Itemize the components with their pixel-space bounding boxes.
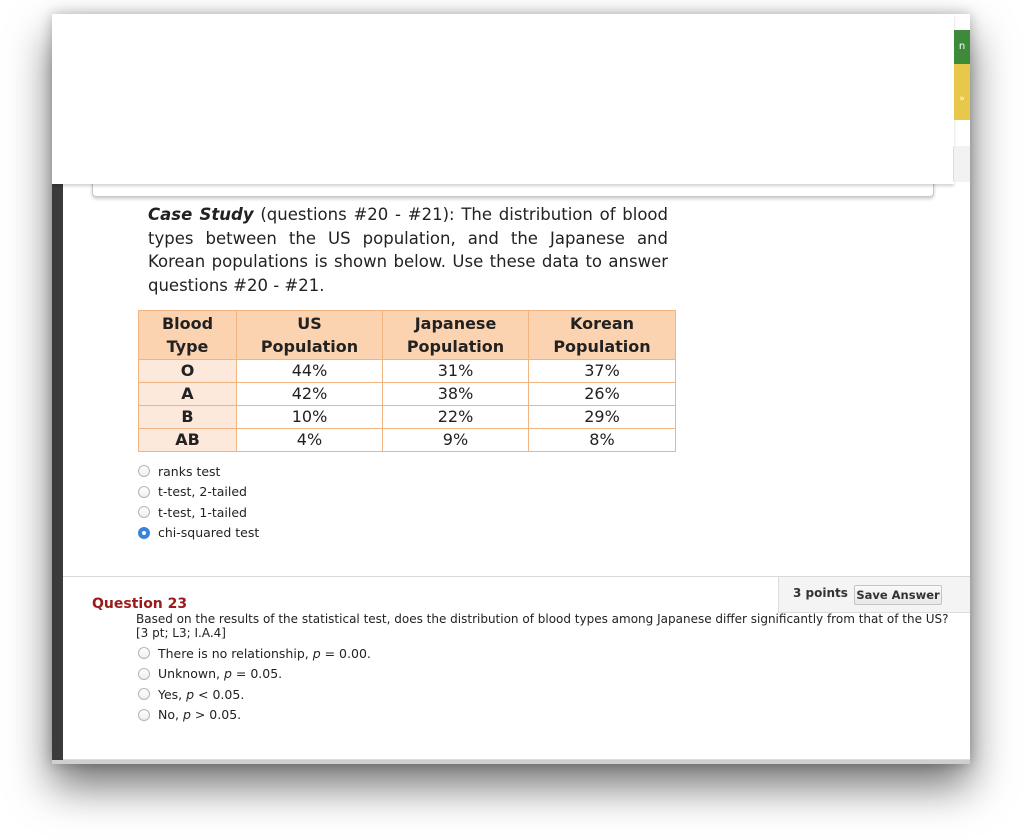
option-label: There is no relationship, p = 0.00. bbox=[158, 645, 371, 661]
option-label: No, p > 0.05. bbox=[158, 707, 242, 723]
table-row bbox=[139, 383, 676, 406]
header-blood-type: Blood Type bbox=[139, 311, 237, 360]
q23-option-unknown[interactable] bbox=[138, 664, 371, 685]
radio-button[interactable] bbox=[138, 486, 150, 498]
side-tab-yellow[interactable] bbox=[954, 64, 970, 120]
bottom-edge bbox=[52, 760, 970, 764]
table-cell: 4% bbox=[237, 429, 383, 452]
option-label: t-test, 1-tailed bbox=[158, 504, 247, 520]
table-cell: 26% bbox=[529, 383, 676, 406]
table-cell: AB bbox=[139, 429, 237, 452]
radio-button[interactable] bbox=[138, 688, 150, 700]
table-cell: B bbox=[139, 406, 237, 429]
table-cell: A bbox=[139, 383, 237, 406]
case-study-body: (questions #20 - #21): The distribution of blood types between the US population, and the Japanese and Korean populations is shown below. Use these data to answer questions #20 - #21. bbox=[148, 205, 668, 295]
header-us-population: US Population bbox=[237, 311, 383, 360]
option-label: Yes, p < 0.05. bbox=[158, 686, 245, 702]
header-korean-population: Korean Population bbox=[529, 311, 676, 360]
table-header-row bbox=[139, 311, 676, 360]
table-row bbox=[139, 406, 676, 429]
q22-option-t-test-2-tailed[interactable] bbox=[138, 482, 259, 503]
option-label: ranks test bbox=[158, 463, 221, 479]
question-code: [3 pt; L3; I.A.4] bbox=[136, 626, 226, 640]
save-answer-button[interactable]: Save Answer bbox=[854, 585, 942, 605]
left-rail bbox=[52, 184, 63, 764]
option-label: t-test, 2-tailed bbox=[158, 484, 247, 500]
radio-button[interactable] bbox=[138, 647, 150, 659]
question-points: 3 points bbox=[793, 586, 848, 600]
browser-window bbox=[52, 14, 970, 764]
q23-option-yes[interactable] bbox=[138, 684, 371, 705]
table-cell: 22% bbox=[383, 406, 529, 429]
table-cell: 10% bbox=[237, 406, 383, 429]
case-study-lead: Case Study bbox=[148, 205, 254, 224]
table-cell: 37% bbox=[529, 360, 676, 383]
q23-options bbox=[138, 643, 371, 725]
table-cell: O bbox=[139, 360, 237, 383]
table-cell: 38% bbox=[383, 383, 529, 406]
q22-option-chi-squared[interactable] bbox=[138, 523, 259, 544]
header-japanese-population: Japanese Population bbox=[383, 311, 529, 360]
side-tab-gray bbox=[953, 146, 970, 182]
q23-option-no-relationship[interactable] bbox=[138, 643, 371, 664]
table-cell: 42% bbox=[237, 383, 383, 406]
table-row bbox=[139, 360, 676, 383]
radio-button[interactable] bbox=[138, 506, 150, 518]
option-label: chi-squared test bbox=[158, 525, 260, 541]
radio-button[interactable] bbox=[138, 709, 150, 721]
q22-option-t-test-1-tailed[interactable] bbox=[138, 502, 259, 523]
table-row bbox=[139, 429, 676, 452]
radio-button[interactable] bbox=[138, 668, 150, 680]
question-prompt-line: Based on the results of the statistical test, does the distribution of blood types among Japanese differ significantly from that of the US? bbox=[136, 612, 949, 626]
q23-option-no[interactable] bbox=[138, 705, 371, 726]
question-title: Question 23 bbox=[92, 596, 188, 612]
radio-button[interactable] bbox=[138, 465, 150, 477]
q22-options bbox=[138, 461, 259, 543]
side-tab-green[interactable] bbox=[954, 30, 970, 64]
table-cell: 31% bbox=[383, 360, 529, 383]
table-cell: 29% bbox=[529, 406, 676, 429]
blood-type-table bbox=[138, 310, 676, 452]
option-label: Unknown, p = 0.05. bbox=[158, 666, 283, 682]
table-cell: 44% bbox=[237, 360, 383, 383]
case-study-text bbox=[148, 203, 668, 297]
q22-option-ranks-test[interactable] bbox=[138, 461, 259, 482]
radio-button-selected[interactable] bbox=[138, 527, 150, 539]
side-tab-green-label: n bbox=[958, 41, 966, 52]
table-cell: 8% bbox=[529, 429, 676, 452]
question-prompt bbox=[136, 612, 956, 640]
table-cell: 9% bbox=[383, 429, 529, 452]
blank-header-area bbox=[52, 14, 954, 184]
side-tab-yellow-label: » bbox=[959, 94, 965, 104]
